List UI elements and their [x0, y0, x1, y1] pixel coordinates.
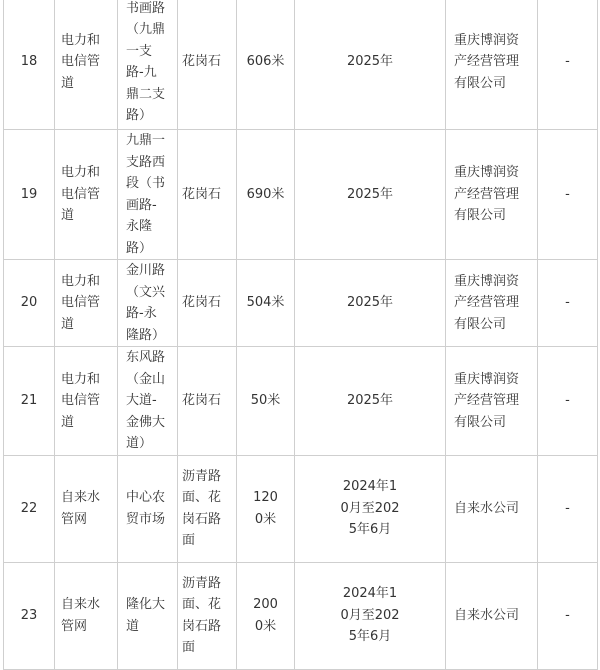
row-number: 18: [4, 0, 55, 130]
pavement-material: 沥青路面、花岗石路面: [182, 468, 222, 548]
row-number: 22: [4, 455, 55, 562]
responsible-unit: 重庆博润资产经营管理有限公司: [454, 32, 520, 91]
pavement-material: 花岗石: [182, 54, 222, 70]
pipeline-type: 电力和电信管道: [61, 371, 101, 430]
construction-period: 2024年10月至2025年6月: [340, 586, 400, 645]
remark: -: [538, 455, 598, 562]
responsible-unit: 重庆博润资产经营管理有限公司: [454, 371, 520, 430]
road-section: 中心农贸市场: [126, 490, 166, 527]
row-number: 19: [4, 130, 55, 260]
length-value: 690米: [237, 130, 295, 260]
road-section: 书画路（九鼎一支路-九鼎二支路）: [126, 0, 166, 123]
road-section: 隆化大道: [126, 597, 166, 634]
row-number: 23: [4, 562, 55, 669]
remark: -: [538, 0, 598, 130]
row-number: 20: [4, 260, 55, 347]
remark: -: [538, 347, 598, 456]
road-section: 九鼎一支路西段（书画路-永隆路）: [126, 133, 166, 256]
responsible-unit: 自来水公司: [454, 607, 520, 623]
construction-period: 2025年: [346, 54, 394, 70]
table-row: [4, 0, 598, 130]
road-section: 金川路（文兴路-永隆路）: [126, 263, 166, 343]
construction-period: 2025年: [346, 295, 394, 311]
pipeline-type: 电力和电信管道: [61, 273, 101, 332]
road-section: 东风路（金山大道-金佛大道）: [126, 350, 166, 451]
length-value: 50米: [237, 347, 295, 456]
construction-period: 2024年10月至2025年6月: [340, 479, 400, 538]
responsible-unit: 自来水公司: [454, 500, 520, 516]
pipeline-type: 电力和电信管道: [61, 32, 101, 91]
responsible-unit: 重庆博润资产经营管理有限公司: [454, 273, 520, 332]
remark: -: [538, 562, 598, 669]
remark: -: [538, 130, 598, 260]
table-row: [4, 130, 598, 260]
construction-table: [3, 0, 598, 670]
pavement-material: 花岗石: [182, 295, 222, 311]
responsible-unit: 重庆博润资产经营管理有限公司: [454, 165, 520, 224]
pavement-material: 花岗石: [182, 393, 222, 408]
remark: -: [538, 260, 598, 347]
table-row: [4, 347, 598, 456]
row-number: 21: [4, 347, 55, 456]
pipeline-type: 自来水管网: [61, 597, 101, 634]
table-row: [4, 260, 598, 347]
length-value: 2000米: [237, 562, 295, 669]
pavement-material: 沥青路面、花岗石路面: [182, 575, 222, 655]
pavement-material: 花岗石: [182, 186, 222, 202]
length-value: 606米: [237, 0, 295, 130]
length-value: 1200米: [237, 455, 295, 562]
length-value: 504米: [237, 260, 295, 347]
table-row: [4, 562, 598, 669]
table-row: [4, 455, 598, 562]
construction-period: 2025年: [346, 186, 394, 202]
construction-period: 2025年: [346, 393, 394, 408]
pipeline-type: 电力和电信管道: [61, 165, 101, 224]
pipeline-type: 自来水管网: [61, 490, 101, 527]
